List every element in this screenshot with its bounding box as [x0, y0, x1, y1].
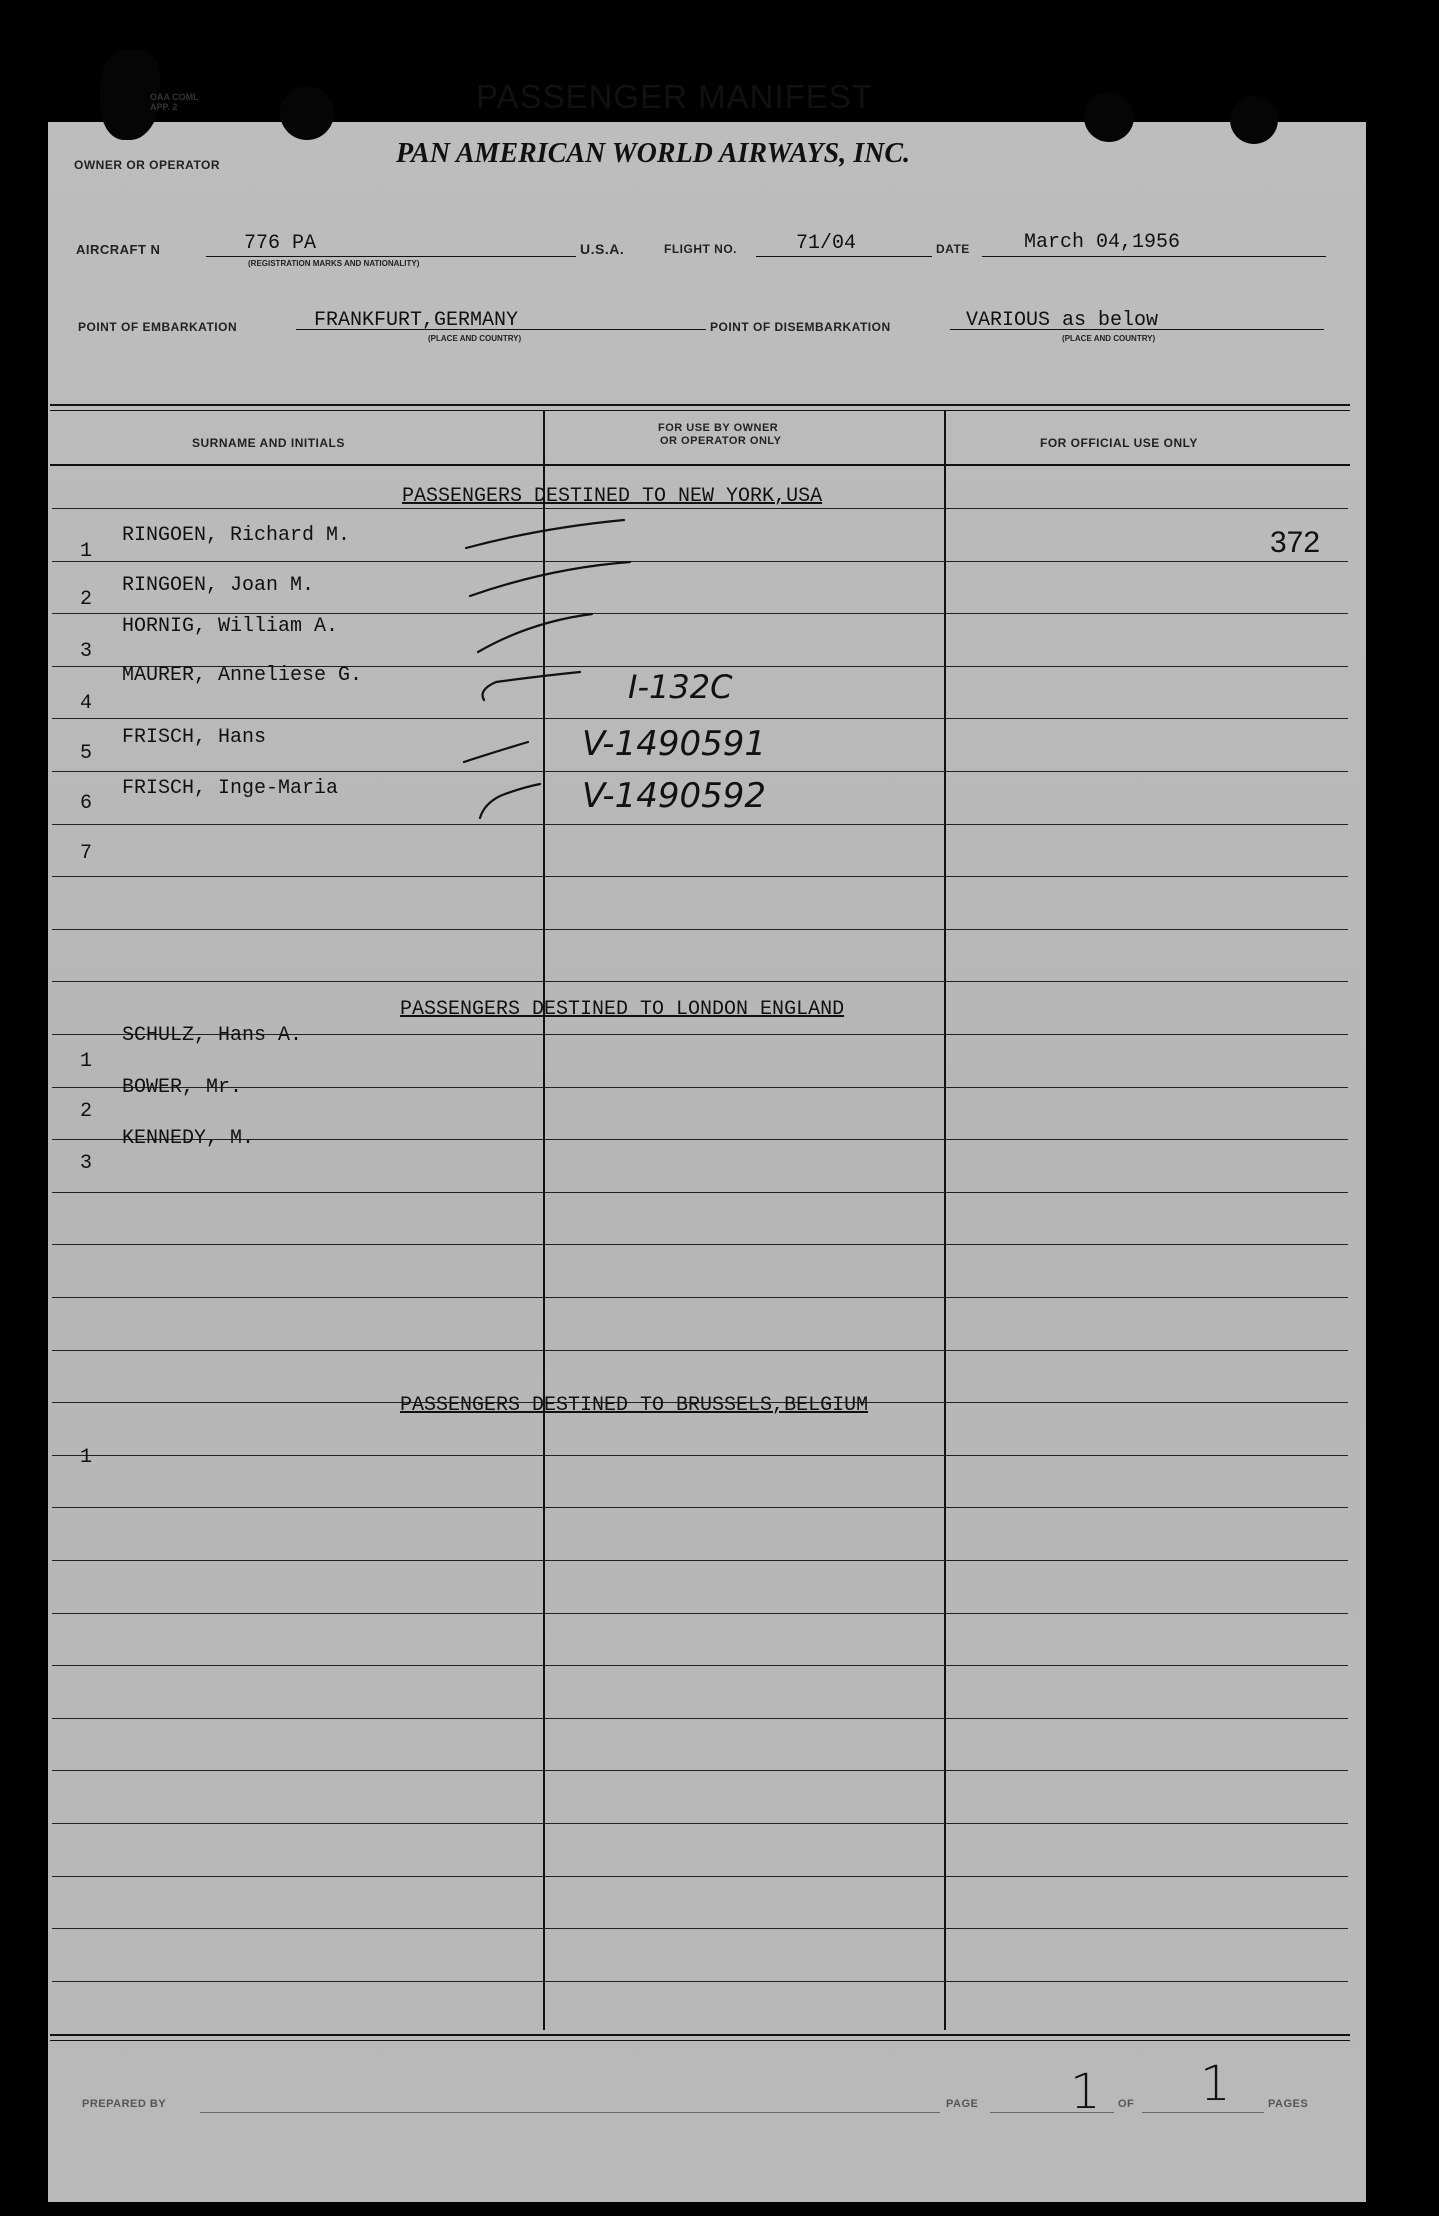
punch-hole — [1084, 92, 1134, 142]
flight-underline — [756, 256, 932, 257]
ruled-line — [52, 1192, 1348, 1193]
flight-label: FLIGHT NO. — [664, 242, 737, 256]
aircraft-sublabel: (REGISTRATION MARKS AND NATIONALITY) — [248, 259, 420, 268]
aircraft-value: 776 PA — [244, 232, 317, 255]
ruled-line — [52, 1981, 1348, 1982]
punch-hole — [1230, 96, 1278, 144]
form-title: PASSENGER MANIFEST — [476, 78, 873, 115]
row-number: 4 — [80, 692, 93, 715]
passenger-name: MAURER, Anneliese G. — [122, 664, 363, 687]
ruled-line — [52, 876, 1348, 877]
ruled-line — [52, 824, 1348, 825]
passenger-name: RINGOEN, Joan M. — [122, 574, 315, 597]
ruled-line — [52, 1928, 1348, 1929]
ruled-line — [52, 718, 1348, 719]
ruled-line — [52, 981, 1348, 982]
column-header-owner-2: OR OPERATOR ONLY — [660, 435, 782, 447]
page-value: 1 — [1070, 2064, 1101, 2120]
disembark-label: POINT OF DISEMBARKATION — [710, 320, 891, 334]
table-bottom-rule — [50, 2034, 1350, 2036]
manifest-sheet — [48, 122, 1366, 2202]
column-divider-2 — [944, 410, 946, 2030]
passenger-name: KENNEDY, M. — [122, 1127, 255, 1150]
ruled-line — [52, 1876, 1348, 1877]
passenger-name: FRISCH, Inge-Maria — [122, 777, 339, 800]
usa-label: U.S.A. — [580, 241, 625, 257]
row-number: 1 — [80, 540, 93, 563]
owner-label: OWNER OR OPERATOR — [74, 158, 221, 172]
passenger-name: RINGOEN, Richard M. — [122, 524, 351, 547]
ruled-line — [52, 1507, 1348, 1508]
table-top-rule-2 — [50, 410, 1350, 411]
punch-hole — [280, 86, 334, 140]
prepared-by-line — [200, 2112, 940, 2113]
passenger-name: BOWER, Mr. — [122, 1076, 243, 1099]
column-header-official: FOR OFFICIAL USE ONLY — [1040, 436, 1198, 450]
row-number: 5 — [80, 742, 93, 765]
disembark-sublabel: (PLACE AND COUNTRY) — [1062, 334, 1156, 343]
disembark-value: VARIOUS as below — [966, 309, 1159, 332]
table-bottom-rule-2 — [50, 2040, 1350, 2041]
row-number: 1 — [80, 1446, 93, 1469]
aircraft-underline — [206, 256, 576, 257]
table-top-rule — [50, 404, 1350, 406]
section-heading-new-york: PASSENGERS DESTINED TO NEW YORK,USA — [402, 485, 823, 508]
of-value: 1 — [1200, 2056, 1231, 2112]
ruled-line — [52, 1718, 1348, 1719]
row-number: 3 — [80, 1152, 93, 1175]
row-number: 6 — [80, 792, 93, 815]
ruled-line — [52, 1613, 1348, 1614]
ruled-line — [52, 1455, 1348, 1456]
row-number: 7 — [80, 842, 93, 865]
handwritten-note: V-1490591 — [582, 724, 766, 764]
section-heading-london: PASSENGERS DESTINED TO LONDON ENGLAND — [400, 998, 845, 1021]
passenger-name: HORNIG, William A. — [122, 615, 339, 638]
ruled-line — [52, 1087, 1348, 1088]
ruled-line — [52, 1665, 1348, 1666]
handwritten-note: V-1490592 — [582, 776, 766, 816]
ruled-line — [52, 561, 1348, 562]
date-value: March 04,1956 — [1024, 231, 1181, 254]
ruled-line — [52, 1297, 1348, 1298]
ruled-line — [52, 613, 1348, 614]
airline-name: PAN AMERICAN WORLD AIRWAYS, INC. — [396, 138, 911, 169]
passenger-name: SCHULZ, Hans A. — [122, 1024, 303, 1047]
row-number: 1 — [80, 1050, 93, 1073]
pages-label: PAGES — [1268, 2098, 1309, 2110]
flight-value: 71/04 — [796, 232, 857, 255]
column-header-name: SURNAME AND INITIALS — [192, 436, 345, 450]
stamp-number: 372 — [1270, 526, 1321, 559]
date-underline — [982, 256, 1326, 257]
of-line — [1142, 2112, 1264, 2113]
aircraft-label: AIRCRAFT N — [76, 242, 161, 257]
corner-form-code: OAA COML APP. 2 — [150, 92, 199, 112]
ruled-line — [52, 929, 1348, 930]
table-header-rule — [50, 464, 1350, 466]
ruled-line — [52, 1770, 1348, 1771]
ruled-line — [52, 1244, 1348, 1245]
row-number: 2 — [80, 1100, 93, 1123]
ruled-line — [52, 771, 1348, 772]
page-label: PAGE — [946, 2098, 979, 2110]
date-label: DATE — [936, 242, 970, 256]
ruled-line — [52, 508, 1348, 509]
section-heading-brussels: PASSENGERS DESTINED TO BRUSSELS,BELGIUM — [400, 1394, 869, 1417]
column-header-owner-1: FOR USE BY OWNER — [658, 422, 779, 434]
passenger-name: FRISCH, Hans — [122, 726, 267, 749]
prepared-by-label: PREPARED BY — [82, 2098, 167, 2110]
ruled-line — [52, 1823, 1348, 1824]
row-number: 2 — [80, 588, 93, 611]
of-label: OF — [1118, 2098, 1135, 2110]
embark-sublabel: (PLACE AND COUNTRY) — [428, 334, 522, 343]
ruled-line — [52, 1560, 1348, 1561]
ruled-line — [52, 1350, 1348, 1351]
column-divider-1 — [543, 410, 545, 2030]
embark-value: FRANKFURT,GERMANY — [314, 309, 519, 332]
row-number: 3 — [80, 640, 93, 663]
handwritten-note: I-132C — [628, 668, 733, 706]
embark-label: POINT OF EMBARKATION — [78, 320, 238, 334]
